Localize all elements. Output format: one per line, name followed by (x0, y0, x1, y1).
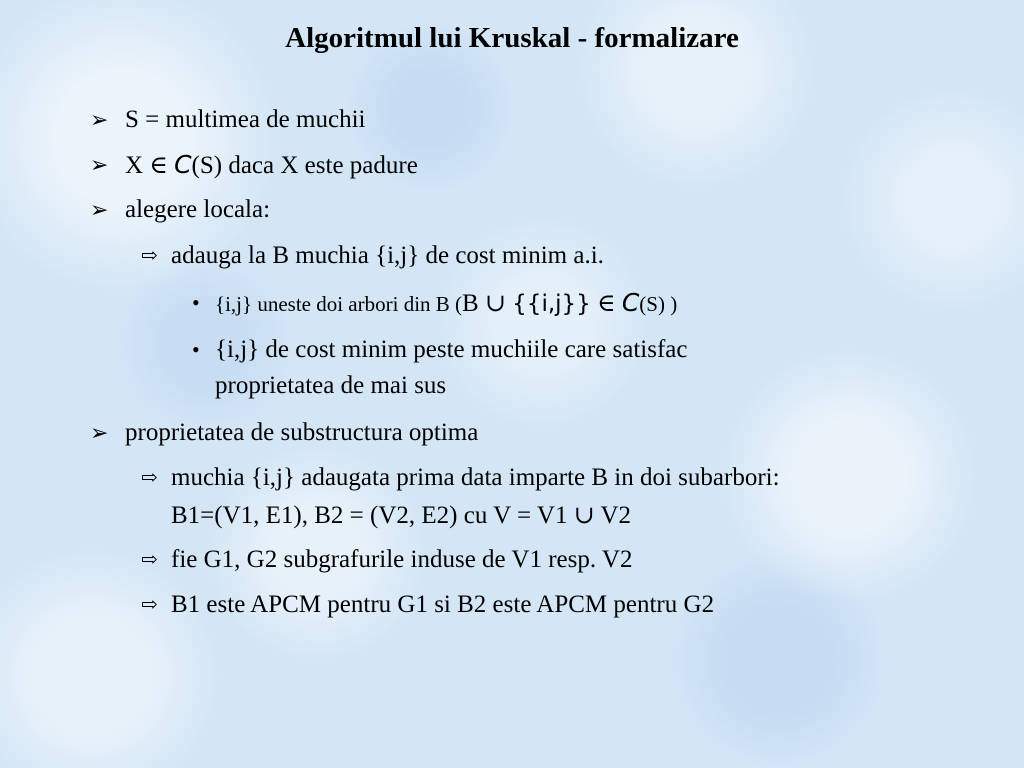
outline-arrow-icon: ⇨ (141, 467, 158, 489)
outline-arrow-icon: ⇨ (141, 549, 158, 571)
dot-item-text-line-2: proprietatea de mai sus (215, 372, 447, 399)
dot-item-2 (192, 333, 688, 399)
arrowhead-bullet-icon: ➢ (90, 420, 109, 445)
dot-bullet-icon: • (192, 337, 200, 362)
bullet-item-1 (90, 103, 366, 137)
arrowhead-bullet-icon: ➢ (90, 107, 109, 132)
math-c-symbol: C (174, 150, 192, 179)
text-part: ∈ (590, 290, 622, 317)
bullet-text: alegere locala: (125, 196, 271, 223)
dot-bullet-icon: • (192, 290, 200, 315)
text-part: X ∈ (125, 152, 175, 179)
math-c-symbol: C (621, 288, 640, 317)
text-part: (S) ) (639, 292, 678, 316)
sub-item-1 (141, 239, 604, 273)
outline-arrow-icon: ⇨ (141, 594, 158, 616)
bullet-item-2 (90, 148, 418, 182)
sub-item-text-line-1: muchia {i,j} adaugata prima data imparte B in doi subarbori: (171, 464, 780, 491)
text-part: B ∪ (462, 290, 513, 317)
arrowhead-bullet-icon: ➢ (90, 152, 109, 177)
outline-arrow-icon: ⇨ (141, 245, 158, 267)
text-part: {i,j} uneste doi arbori din B ( (215, 292, 463, 316)
bullet-item-4 (90, 416, 479, 450)
bullet-text (125, 148, 418, 183)
sub-item-text: adauga la B muchia {i,j} de cost minim a.i. (171, 242, 604, 269)
dot-item-text-line-1: {i,j} de cost minim peste muchiile care satisfac (215, 336, 688, 363)
sub-item-text: B1 este APCM pentru G1 si B2 este APCM pentru G2 (171, 591, 715, 618)
text-part: (S) daca X este padure (191, 152, 418, 179)
dot-item-1 (192, 286, 678, 320)
sub-item-4 (141, 588, 715, 622)
slide-title: Algoritmul lui Kruskal - formalizare (285, 22, 739, 54)
bullet-text: proprietatea de substructura optima (125, 419, 479, 446)
text-part: {{i,j}} (512, 291, 591, 317)
arrowhead-bullet-icon: ➢ (90, 197, 109, 222)
sub-item-3 (141, 543, 633, 577)
sub-item-2 (141, 461, 780, 529)
sub-item-text: fie G1, G2 subgrafurile induse de V1 resp. V2 (171, 546, 633, 573)
dot-item-text (215, 286, 677, 321)
bullet-item-3 (90, 193, 271, 227)
sub-item-text-line-2: B1=(V1, E1), B2 = (V2, E2) cu V = V1 ∪ V2 (171, 502, 631, 529)
bullet-text: S = multimea de muchii (125, 106, 366, 133)
